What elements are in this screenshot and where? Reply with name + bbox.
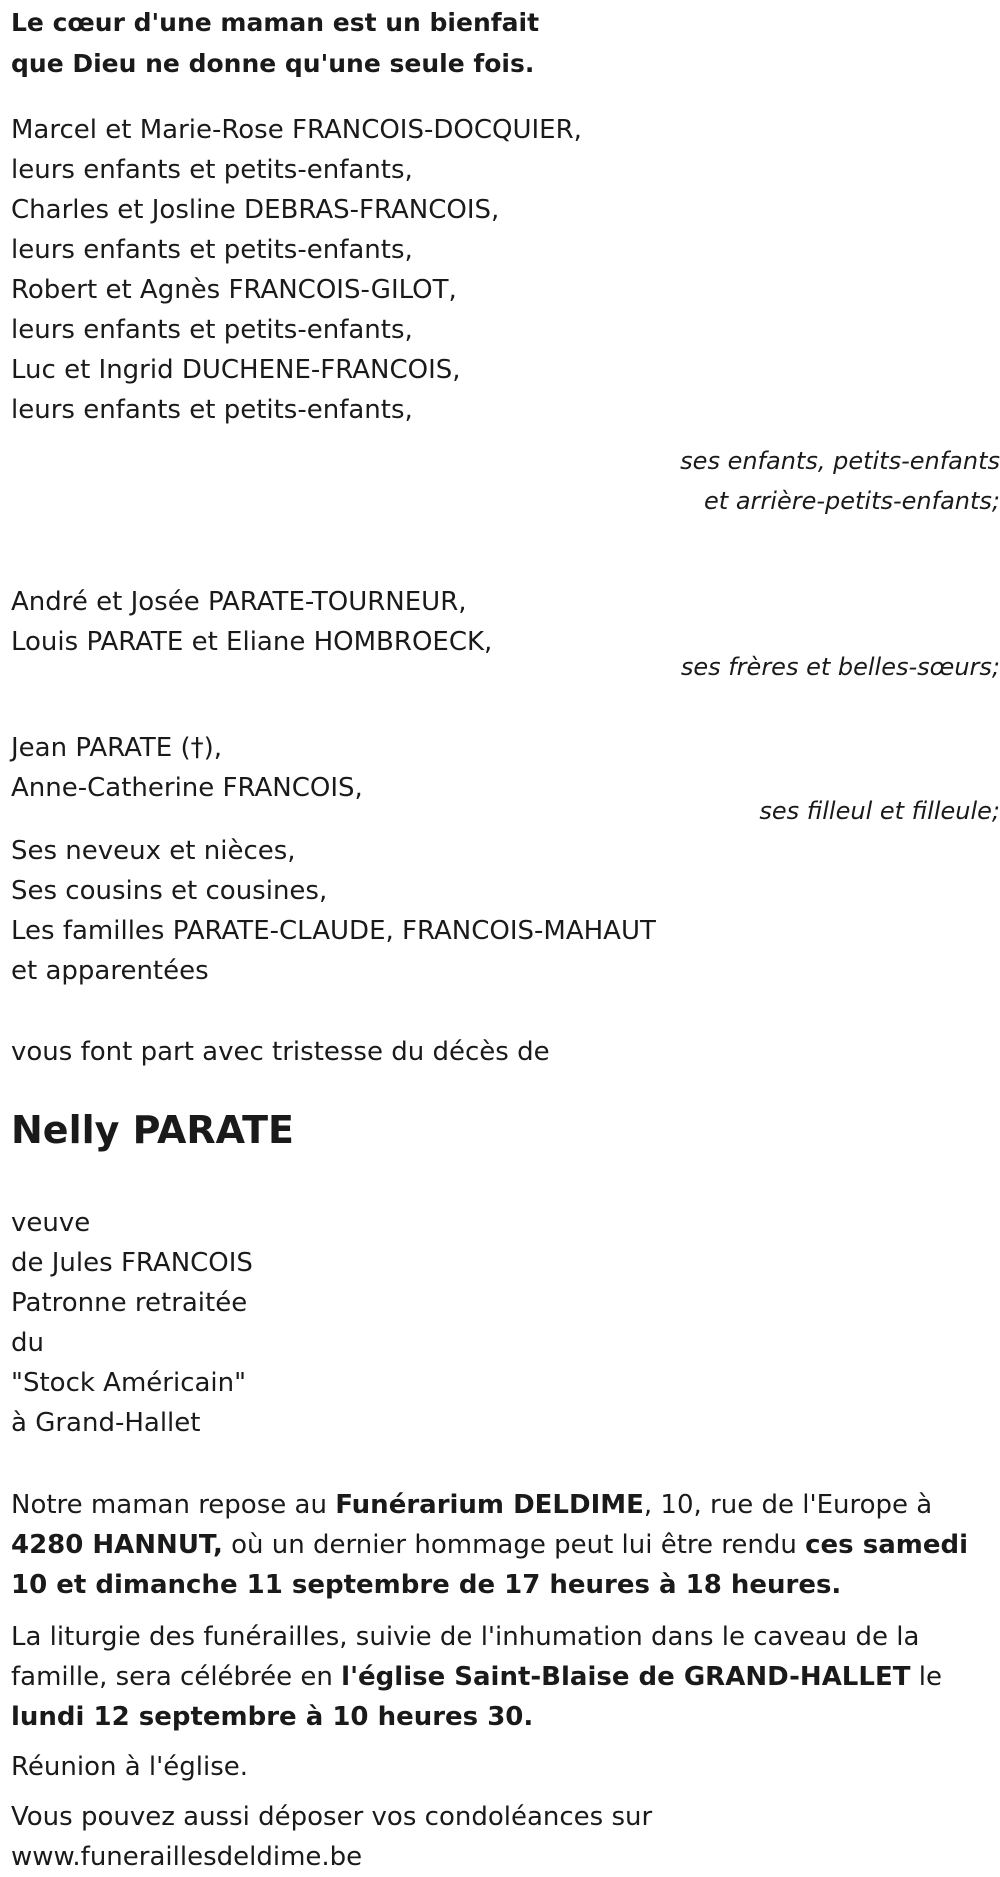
info-line: de Jules FRANCOIS bbox=[11, 1248, 253, 1278]
family-line: Charles et Josline DEBRAS-FRANCOIS, bbox=[11, 195, 500, 225]
visitation-paragraph: Notre maman repose au Funérarium DELDIME, 10, rue de l'Europe à 4280 HANNUT, où un dernier hommage peut lui être rendu ces samedi 10 et dimanche 11 septembre de 17 heures à 18 heures. bbox=[11, 1490, 968, 1600]
funeral-paragraph: La liturgie des funérailles, suivie de l'inhumation dans le caveau de la famille, sera célébrée en l'église Saint-Blaise de GRAND-HALLET le lundi 12 septembre à 10 heures 30. bbox=[11, 1622, 942, 1732]
godchildren-relation: ses filleul et filleule; bbox=[759, 797, 1000, 825]
family-line: leurs enfants et petits-enfants, bbox=[11, 235, 413, 265]
siblings-relation: ses frères et belles-sœurs; bbox=[680, 653, 1000, 681]
condolences-line: Vous pouvez aussi déposer vos condoléances sur bbox=[11, 1802, 653, 1832]
deceased-name: Nelly PARATE bbox=[11, 1108, 294, 1152]
children-relation bbox=[670, 441, 1000, 521]
info-line: Patronne retraitée bbox=[11, 1288, 248, 1318]
condolences-text bbox=[11, 1797, 652, 1877]
info-line: du bbox=[11, 1328, 44, 1358]
family-line: Robert et Agnès FRANCOIS-GILOT, bbox=[11, 275, 457, 305]
family-line: Jean PARATE (†), bbox=[11, 733, 223, 763]
children-list bbox=[11, 110, 582, 430]
family-line: Marcel et Marie-Rose FRANCOIS-DOCQUIER, bbox=[11, 115, 582, 145]
announcement-text: vous font part avec tristesse du décès de bbox=[11, 1037, 550, 1067]
info-line: veuve bbox=[11, 1208, 91, 1238]
siblings-list bbox=[11, 582, 492, 662]
relatives-list bbox=[11, 831, 656, 991]
meeting-text: Réunion à l'église. bbox=[11, 1752, 249, 1782]
family-line: leurs enfants et petits-enfants, bbox=[11, 395, 413, 425]
family-line: Louis PARATE et Eliane HOMBROECK, bbox=[11, 627, 493, 657]
info-line: "Stock Américain" bbox=[11, 1368, 247, 1398]
family-line: et apparentées bbox=[11, 956, 209, 986]
quote-line-2: que Dieu ne donne qu'une seule fois. bbox=[11, 49, 535, 78]
family-line: leurs enfants et petits-enfants, bbox=[11, 155, 413, 185]
quote-line-1: Le cœur d'une maman est un bienfait bbox=[11, 8, 540, 37]
family-line: Ses cousins et cousines, bbox=[11, 876, 328, 906]
family-line: Luc et Ingrid DUCHENE-FRANCOIS, bbox=[11, 355, 461, 385]
family-line: Anne-Catherine FRANCOIS, bbox=[11, 773, 363, 803]
family-line: André et Josée PARATE-TOURNEUR, bbox=[11, 587, 467, 617]
condolences-link[interactable]: www.funeraillesdeldime.be bbox=[11, 1842, 363, 1872]
info-line: à Grand-Hallet bbox=[11, 1408, 201, 1438]
relation-line: ses enfants, petits-enfants bbox=[680, 447, 1000, 475]
deceased-info bbox=[11, 1203, 253, 1443]
godchildren-list bbox=[11, 728, 363, 808]
relation-line: et arrière-petits-enfants; bbox=[704, 487, 1000, 515]
family-line: Les familles PARATE-CLAUDE, FRANCOIS-MAHAUT bbox=[11, 916, 656, 946]
family-line: Ses neveux et nièces, bbox=[11, 836, 296, 866]
family-line: leurs enfants et petits-enfants, bbox=[11, 315, 413, 345]
